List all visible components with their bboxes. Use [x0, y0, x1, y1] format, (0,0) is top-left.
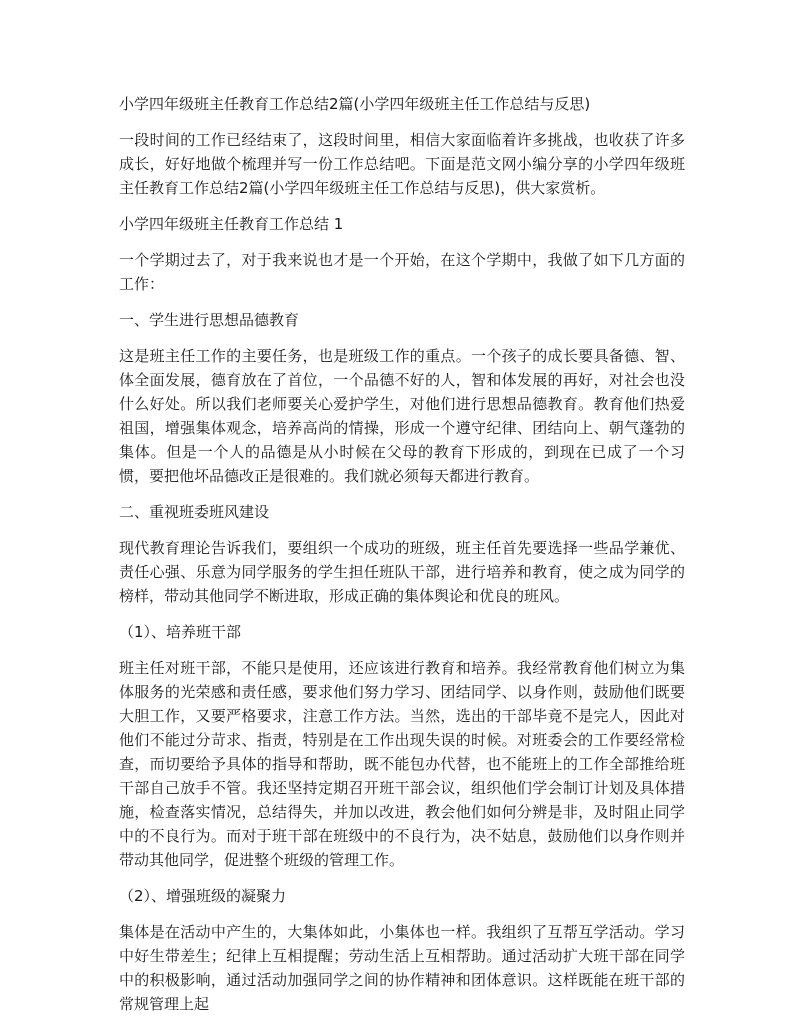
intro-paragraph: 一段时间的工作已经结束了，这段时间里，相信大家面临着许多挑战，也收获了许多成长，好好地做个梳理并写一份工作总结吧。下面是范文网小编分享的小学四年级班主任教育工作总结2篇(小学四年级班主任工作总结与反思)，供大家赏析。 [119, 131, 685, 197]
section-title: 小学四年级班主任教育工作总结 1 [119, 215, 344, 233]
document-page [119, 92, 685, 1016]
heading-class-committee: 二、重视班委班风建设 [119, 503, 270, 521]
document-title: 小学四年级班主任教育工作总结2篇(小学四年级班主任工作总结与反思) [119, 95, 591, 113]
heading-moral-education: 一、学生进行思想品德教育 [119, 311, 300, 329]
subheading-cohesion: （2）、增强班级的凝聚力 [119, 887, 287, 905]
paragraph-train-cadres: 班主任对班干部，不能只是使用，还应该进行教育和培养。我经常教育他们树立为集体服务的光荣感和责任感，要求他们努力学习、团结同学、以身作则，鼓励他们既要大胆工作，又要严格要求，注意工作方法。当然，选出的干部毕竟不是完人，因此对他们不能过分苛求、指责，特别是在工作出现失误的时候。对班委会的工作要经常检查，而切要给予具体的指导和帮助，既不能包办代替，也不能班上的工作全部推给班干部自己放手不管。我还坚持定期召开班干部会议，组织他们学会制订计划及具体措施，检查落实情况，总结得失，并加以改进，教会他们如何分辨是非，及时阻止同学中的不良行为。而对于班干部在班级中的不良行为，决不姑息，鼓励他们以身作则并带动其他同学，促进整个班级的管理工作。 [119, 659, 685, 869]
paragraph-cohesion: 集体是在活动中产生的，大集体如此，小集体也一样。我组织了互帮互学活动。学习中好生带差生；纪律上互相提醒；劳动生活上互相帮助。通过活动扩大班干部在同学中的积极影响，通过活动加强同学之间的协作精神和团体意识。这样既能在班干部的常规管理上起 [119, 923, 685, 1013]
paragraph-moral-education: 这是班主任工作的主要任务，也是班级工作的重点。一个孩子的成长要具备德、智、体全面发展，德育放在了首位，一个品德不好的人，智和体发展的再好，对社会也没什么好处。所以我们老师要关心爱护学生，对他们进行思想品德教育。教育他们热爱祖国，增强集体观念，培养高尚的情操，形成一个遵守纪律、团结向上、朝气蓬勃的集体。但是一个人的品德是从小时候在父母的教育下形成的，到现在已成了一个习惯，要把他坏品德改正是很难的。我们就必须每天都进行教育。 [119, 347, 685, 485]
paragraph-class-committee: 现代教育理论告诉我们，要组织一个成功的班级，班主任首先要选择一些品学兼优、责任心强、乐意为同学服务的学生担任班队干部，进行培养和教育，使之成为同学的榜样，带动其他同学不断进取，形成正确的集体舆论和优良的班风。 [119, 539, 685, 605]
subheading-train-cadres: （1）、培养班干部 [119, 623, 242, 641]
opening-paragraph: 一个学期过去了，对于我来说也才是一个开始，在这个学期中，我做了如下几方面的工作： [119, 251, 685, 293]
